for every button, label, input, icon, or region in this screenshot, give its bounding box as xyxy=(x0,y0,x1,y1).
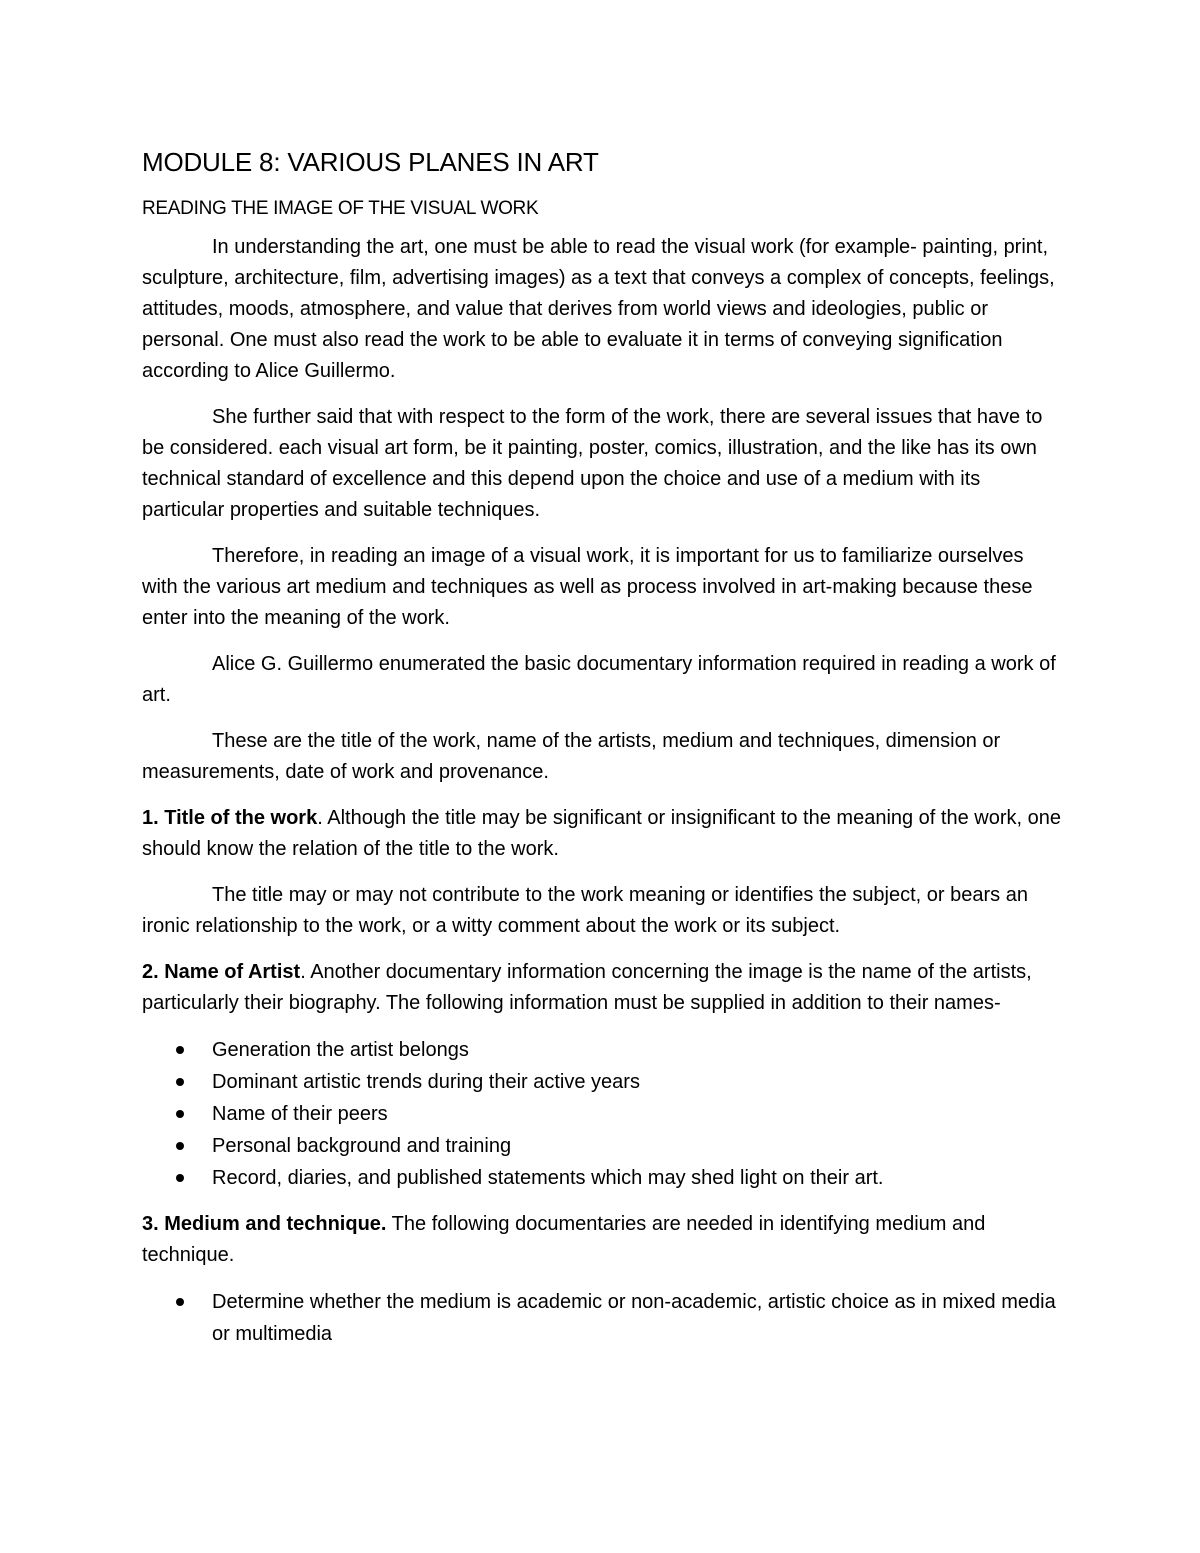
paragraph-list-of-info: These are the title of the work, name of the artists, medium and techniques, dimension or measurements, date of work and provenance. xyxy=(142,730,1001,783)
bullet-icon xyxy=(176,1046,184,1054)
section-text: The following documentaries are needed in identifying medium and technique. xyxy=(142,1213,986,1266)
section-text: . Although the title may be significant or insignificant to the meaning of the work, one should know the relation of the title to the work. xyxy=(142,807,1061,860)
bullet-icon xyxy=(176,1078,184,1086)
section-text: . Another documentary information concerning the image is the name of the artists, particularly their biography. The following information must be supplied in addition to their names- xyxy=(142,961,1032,1014)
section-heading: 1. Title of the work xyxy=(142,807,318,829)
section-subtitle: READING THE IMAGE OF THE VISUAL WORK xyxy=(142,198,539,219)
document-content xyxy=(142,142,1062,1365)
list-item: Generation the artist belongs xyxy=(212,1034,1062,1066)
list-item: Record, diaries, and published statements which may shed light on their art. xyxy=(212,1162,1062,1194)
page-title: MODULE 8: VARIOUS PLANES IN ART xyxy=(142,147,599,177)
paragraph-reading: Therefore, in reading an image of a visual work, it is important for us to familiarize ourselves with the various art medium and techniques as well as process involved in art-making because these enter into the meaning of the work. xyxy=(142,545,1033,629)
bullet-icon xyxy=(176,1110,184,1118)
bullet-icon xyxy=(176,1174,184,1182)
bullet-icon xyxy=(176,1298,184,1306)
section-heading: 2. Name of Artist xyxy=(142,961,301,983)
section-name-of-artist xyxy=(142,957,1062,1019)
list-item: Name of their peers xyxy=(212,1098,1062,1130)
paragraph-form: She further said that with respect to the form of the work, there are several issues that have to be considered. each visual art form, be it painting, poster, comics, illustration, and the like has its own technical standard of excellence and this depend upon the choice and use of a medium with its particular properties and suitable techniques. xyxy=(142,406,1043,521)
artist-info-list xyxy=(142,1034,1062,1194)
paragraph-intro: In understanding the art, one must be able to read the visual work (for example- painting, print, sculpture, architecture, film, advertising images) as a text that conveys a complex of concepts, feelings, attitudes, moods, atmosphere, and value that derives from world views and ideologies, public or personal. One must also read the work to be able to evaluate it in terms of conveying signification according to Alice Guillermo. xyxy=(142,236,1055,382)
bullet-icon xyxy=(176,1142,184,1150)
medium-info-list xyxy=(142,1286,1062,1350)
list-item: Dominant artistic trends during their active years xyxy=(212,1066,1062,1098)
section-title-of-work xyxy=(142,803,1062,865)
paragraph-title-meaning: The title may or may not contribute to the work meaning or identifies the subject, or bears an ironic relationship to the work, or a witty comment about the work or its subject. xyxy=(142,884,1028,937)
list-item: Personal background and training xyxy=(212,1130,1062,1162)
paragraph-documentary: Alice G. Guillermo enumerated the basic documentary information required in reading a work of art. xyxy=(142,653,1056,706)
section-heading: 3. Medium and technique. xyxy=(142,1213,387,1235)
section-medium-technique xyxy=(142,1209,1062,1271)
list-item: Determine whether the medium is academic or non-academic, artistic choice as in mixed media or multimedia xyxy=(212,1286,1062,1350)
